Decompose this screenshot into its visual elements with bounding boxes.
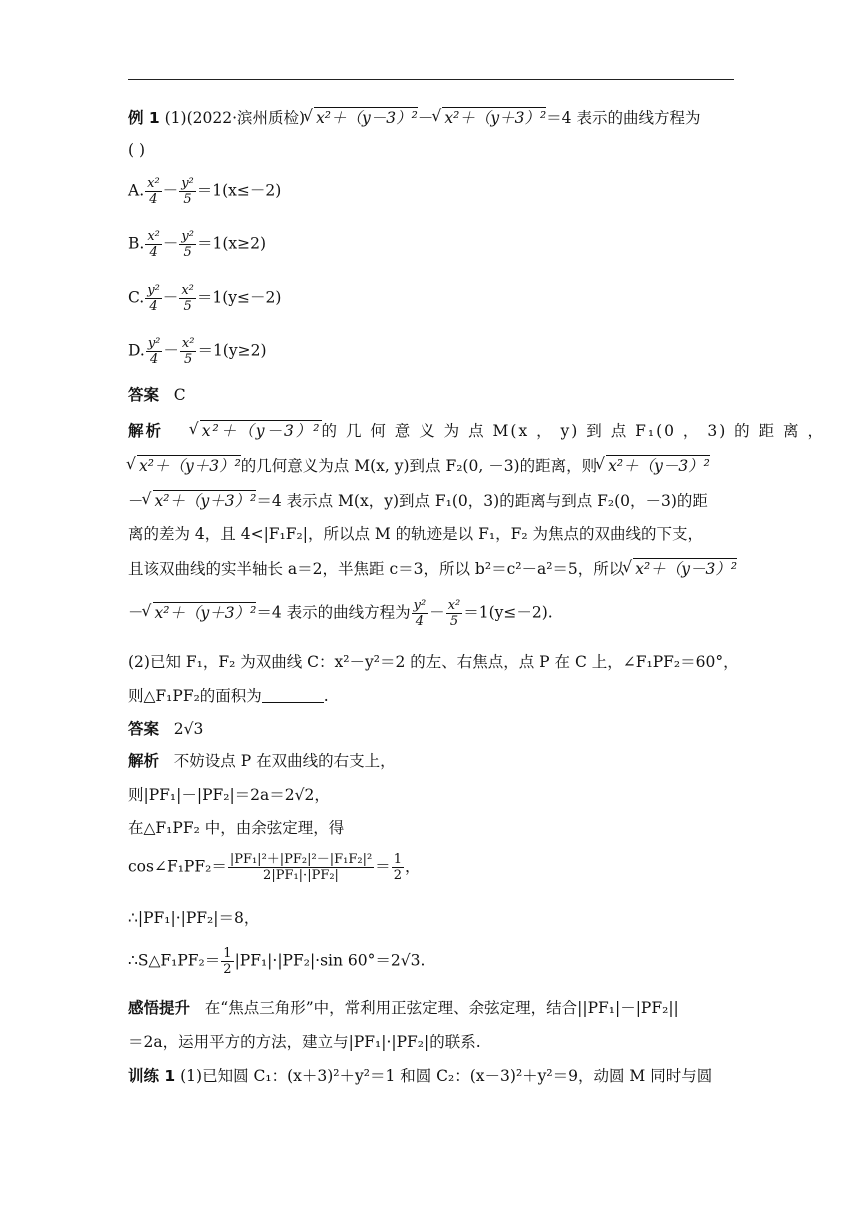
sqrt-term-b: √ x²＋（y＋3）² [153, 602, 257, 623]
sqrt-term-b: √ x²＋（y＋3）² [153, 490, 257, 511]
answer-line-1 [128, 385, 186, 405]
sqrt-term-a: √ x²＋（y－3）² [606, 455, 710, 476]
answer-paren: ( ) [128, 141, 146, 159]
answer-label: 答案 [128, 386, 160, 404]
header-rule [128, 79, 734, 80]
insight-line-1 [128, 998, 679, 1018]
example-label: 例 1 [128, 109, 160, 127]
insight-text: 在“焦点三角形”中，常利用正弦定理、余弦定理，结合||PF₁|－|PF₂|| [204, 999, 679, 1017]
fraction: $\frac{\text{x²}}{5}$ [181, 283, 194, 314]
fraction: $\frac{\text{y²}}{5}$ [181, 229, 194, 260]
training-line [128, 1066, 712, 1086]
equals-sign: ＝ [375, 857, 391, 876]
area-result: |PF₁|·|PF₂|·sin 60°＝2√3. [234, 951, 426, 970]
option-condition: ＝1(x≤－2) [196, 181, 282, 200]
analysis-line-5 [128, 558, 737, 579]
half-fraction: $\frac{1}{2}$ [393, 852, 402, 883]
analysis2-line-3: 在△F₁PF₂ 中，由余弦定理，得 [128, 819, 345, 837]
option-b: B. $\frac{\text{x²}}{4}$ － $\frac{\text{y²}}{5}$ ＝1(x≥2) [128, 229, 266, 260]
option-a: A. $\frac{\text{x²}}{4}$ － $\frac{\text{y²}}{5}$ ＝1(x≤－2) [128, 176, 282, 207]
option-letter: A. [128, 181, 145, 200]
analysis2-line-1 [128, 751, 396, 771]
analysis-text: 的 几 何 意 义 为 点 M(x ， y) 到 点 F₁(0 ， 3) 的 距 离 ， [321, 422, 825, 440]
sqrt-term-b: √ x²＋（y＋3）² [137, 455, 241, 476]
sqrt-term-a: √ x²＋（y－3）² [200, 420, 322, 441]
analysis2-line-2: 则|PF₁|－|PF₂|＝2a＝2√2， [128, 786, 330, 804]
analysis-text: 且该双曲线的实半轴长 a＝2，半焦距 c＝3，所以 b²＝c²－a²＝5，所以 [128, 560, 625, 578]
sqrt-term-a: √ x²＋（y－3）² [314, 107, 418, 128]
fraction: $\frac{\text{y²}}{4}$ [147, 336, 161, 367]
sqrt-term-a: √ x²＋（y－3）² [633, 558, 737, 579]
fraction: $\frac{\text{x²}}{5}$ [447, 598, 461, 629]
question-suffix: ＝4 表示的曲线方程为 [546, 109, 701, 127]
option-letter: B. [128, 234, 145, 253]
option-letter: D. [128, 341, 145, 360]
fraction: $\frac{\text{x²}}{4}$ [147, 176, 160, 207]
option-condition: ＝1(x≥2) [196, 234, 266, 253]
option-condition: ＝1(y≥2) [197, 341, 267, 360]
option-c: C. $\frac{\text{y²}}{4}$ － $\frac{\text{x²}}{5}$ ＝1(y≤－2) [128, 283, 282, 314]
analysis-line-6: －√ x²＋（y＋3）²＝4 表示的曲线方程为 $\frac{\text{y²}}{4}$ － $\frac{\text{x²}}{5}$ ＝1(y≤－2). [128, 598, 553, 629]
analysis-label: 解析 [128, 752, 160, 770]
example-question-line: 例 1 (1)(2022·滨州质检)√ x²＋（y－3）²－√ x²＋（y＋3）²＝4 表示的曲线方程为 [128, 107, 700, 128]
sqrt-term-b: √ x²＋（y＋3）² [442, 107, 546, 128]
q2-line-1: (2)已知 F₁，F₂ 为双曲线 C：x²－y²＝2 的左、右焦点，点 P 在 C 上，∠F₁PF₂＝60°， [128, 653, 739, 671]
answer-label: 答案 [128, 720, 160, 738]
option-d: D. $\frac{\text{y²}}{4}$ － $\frac{\text{x²}}{5}$ ＝1(y≥2) [128, 336, 267, 367]
fraction: $\frac{\text{x²}}{5}$ [181, 336, 195, 367]
analysis-line-1 [128, 420, 825, 441]
question-source: (1)(2022·滨州质检) [164, 109, 306, 127]
answer-blank [262, 688, 324, 703]
analysis2-line-5: ∴|PF₁|·|PF₂|＝8， [128, 909, 260, 927]
training-label: 训练 1 [128, 1067, 176, 1085]
answer-line-2 [128, 719, 203, 739]
analysis2-line-4: cos∠F₁PF₂＝ $\frac{\text{|PF₁|²＋|PF₂|²－|F₁F₂|²}}{\text{2|PF₁|·|PF₂|}}$ ＝ $\frac{1}{2}$ ， [128, 852, 421, 883]
fraction: $\frac{\text{y²}}{5}$ [181, 176, 194, 207]
fraction: $\frac{\text{y²}}{4}$ [147, 283, 160, 314]
training-text: (1)已知圆 C₁：(x＋3)²＋y²＝1 和圆 C₂：(x－3)²＋y²＝9，动圆 M 同时与圆 [180, 1067, 713, 1085]
answer-value: 2√3 [173, 720, 204, 738]
analysis-label: 解析 [128, 422, 164, 440]
q2-text: 则△F₁PF₂的面积为 [128, 687, 262, 705]
analysis-line-3: －√ x²＋（y＋3）²＝4 表示点 M(x，y)到点 F₁(0，3)的距离与到点 F₂(0，－3)的距 [128, 490, 708, 511]
half-fraction: $\frac{1}{2}$ [223, 946, 232, 977]
analysis-line-4: 离的差为 4，且 4<|F₁F₂|，所以点 M 的轨迹是以 F₁，F₂ 为焦点的双曲线的下支， [128, 525, 703, 543]
area-prefix: ∴S△F₁PF₂＝ [128, 951, 221, 970]
answer-value: C [173, 386, 186, 404]
cos-fraction: $\frac{\text{|PF₁|²＋|PF₂|²－|F₁F₂|²}}{\text{2|PF₁|·|PF₂|}}$ [229, 852, 373, 883]
analysis-text: 不妨设点 P 在双曲线的右支上， [173, 752, 396, 770]
insight-line-2: ＝2a，运用平方的方法，建立与|PF₁|·|PF₂|的联系. [128, 1033, 481, 1051]
cos-prefix: cos∠F₁PF₂＝ [128, 857, 227, 876]
analysis-text: ＝4 表示的曲线方程为 [256, 603, 411, 622]
insight-label: 感悟提升 [128, 999, 191, 1017]
analysis-text: ＝1(y≤－2). [463, 603, 553, 622]
fraction: $\frac{\text{x²}}{4}$ [147, 229, 160, 260]
option-letter: C. [128, 288, 145, 307]
analysis2-line-6 [128, 946, 425, 977]
analysis-text: ＝4 表示点 M(x，y)到点 F₁(0，3)的距离与到点 F₂(0，－3)的距 [256, 492, 708, 510]
analysis-text: 的几何意义为点 M(x, y)到点 F₂(0, －3)的距离，则 [240, 457, 598, 475]
q2-line-2: 则△F₁PF₂的面积为 . [128, 687, 329, 705]
analysis-line-2 [128, 455, 710, 476]
option-condition: ＝1(y≤－2) [196, 288, 282, 307]
fraction: $\frac{\text{y²}}{4}$ [413, 598, 427, 629]
